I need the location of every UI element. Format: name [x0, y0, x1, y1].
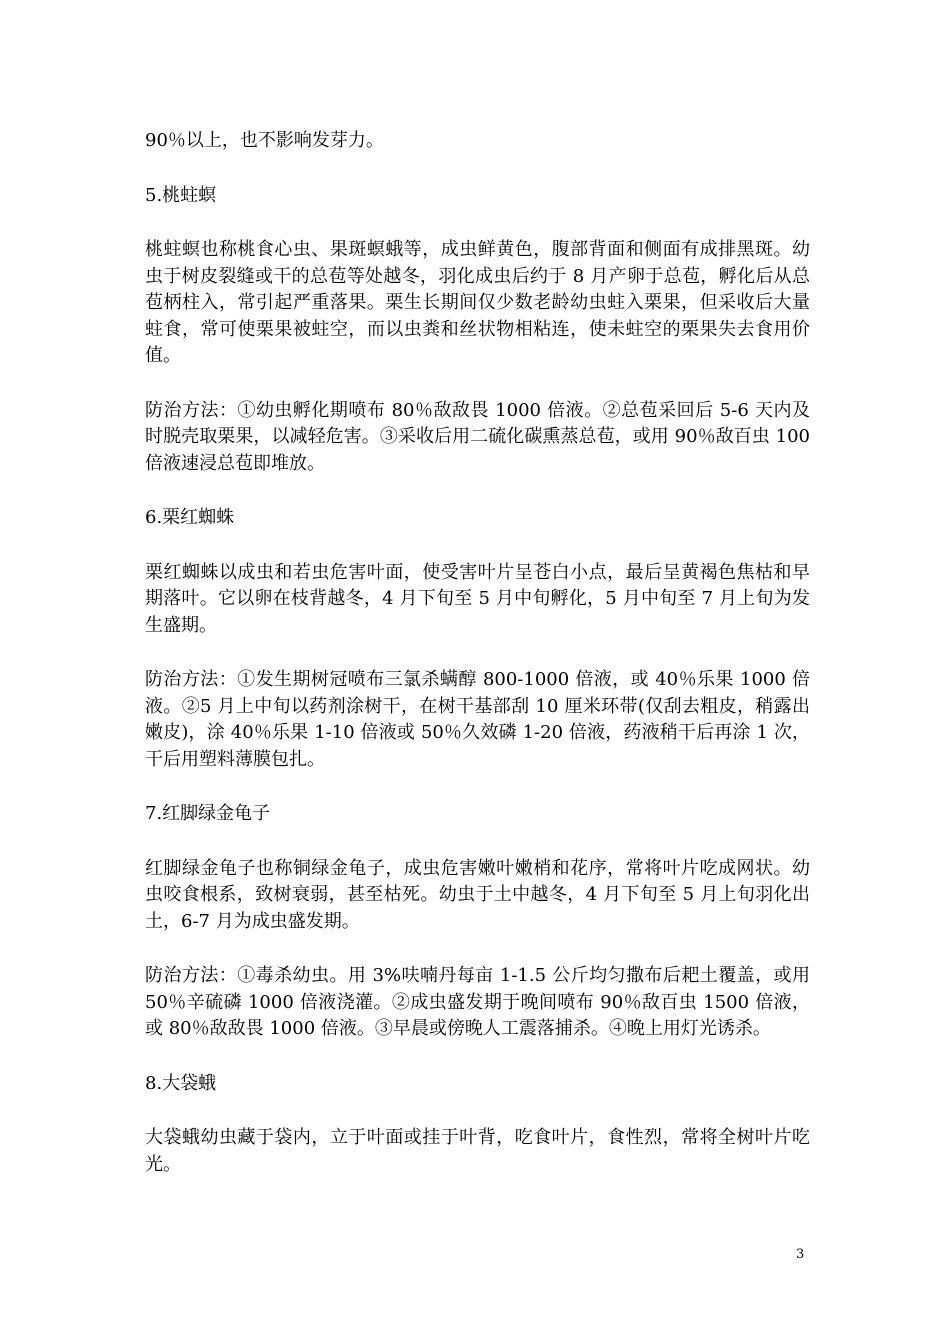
paragraph-red-spider-control: 防治方法：①发生期树冠喷布三氯杀螨醇 800-1000 倍液，或 40％乐果 1000 倍液。②5 月上中旬以药剂涂树干，在树干基部刮 10 厘米环带(仅刮去粗皮，稍露出嫩皮)，涂 40％乐果 1-10 倍液或 50％久效磷 1-20 倍液，药液稍干后再涂 1 次，干后用塑料薄膜包扎。 [145, 669, 810, 770]
section-heading-green-beetle: 7.红脚绿金龟子 [145, 803, 271, 824]
section-heading-peach-borer: 5.桃蛀螟 [145, 184, 217, 206]
paragraph-peach-borer-control: 防治方法：①幼虫孵化期喷布 80％敌敌畏 1000 倍液。②总苞采回后 5-6 天内及时脱壳取栗果，以减轻危害。③采收后用二硫化碳熏蒸总苞，或用 90％敌百虫 100 倍液速浸总苞即堆放。 [145, 399, 810, 474]
paragraph-continuation: 90％以上，也不影响发芽力。 [145, 130, 384, 151]
paragraph-red-spider-description: 栗红蜘蛛以成虫和若虫危害叶面，使受害叶片呈苍白小点，最后呈黄褐色焦枯和早期落叶。它以卵在枝背越冬，4 月下旬至 5 月中旬孵化，5 月中旬至 7 月上旬为发生盛期。 [145, 561, 810, 636]
section-heading-bagworm: 8.大袋蛾 [145, 1072, 217, 1094]
section-heading-chestnut-red-spider: 6.栗红蜘蛛 [145, 507, 235, 528]
paragraph-green-beetle-description: 红脚绿金龟子也称铜绿金龟子，成虫危害嫩叶嫩梢和花序，常将叶片吃成网状。幼虫咬食根系，致树衰弱，甚至枯死。幼虫于土中越冬，4 月下旬至 5 月上旬羽化出土，6-7 月为成虫盛发期。 [145, 857, 810, 932]
page-number: 3 [796, 1247, 805, 1262]
paragraph-bagworm-description: 大袋蛾幼虫藏于袋内，立于叶面或挂于叶背，吃食叶片，食性烈，常将全树叶片吃光。 [145, 1127, 810, 1175]
paragraph-green-beetle-control: 防治方法：①毒杀幼虫。用 3%呋喃丹每亩 1-1.5 公斤均匀撒布后耙土覆盖，或用 50％辛硫磷 1000 倍液浇灌。②成虫盛发期于晚间喷布 90％敌百虫 1500 倍液，或 80％敌敌畏 1000 倍液。③早晨或傍晚人工震落捕杀。④晚上用灯光诱杀。 [145, 965, 810, 1039]
document-body [145, 128, 810, 1206]
paragraph-peach-borer-description: 桃蛀螟也称桃食心虫、果斑螟蛾等，成虫鲜黄色，腹部背面和侧面有成排黑斑。幼虫于树皮裂缝或干的总苞等处越冬，羽化成虫后约于 8 月产卵于总苞，孵化后从总苞柄柱入，常引起严重落果。栗生长期间仅少数老龄幼虫蛀入栗果，但采收后大量蛀食，常可使栗果被蛀空，而以虫粪和丝状物相粘连，使未蛀空的栗果失去食用价值。 [145, 239, 810, 366]
